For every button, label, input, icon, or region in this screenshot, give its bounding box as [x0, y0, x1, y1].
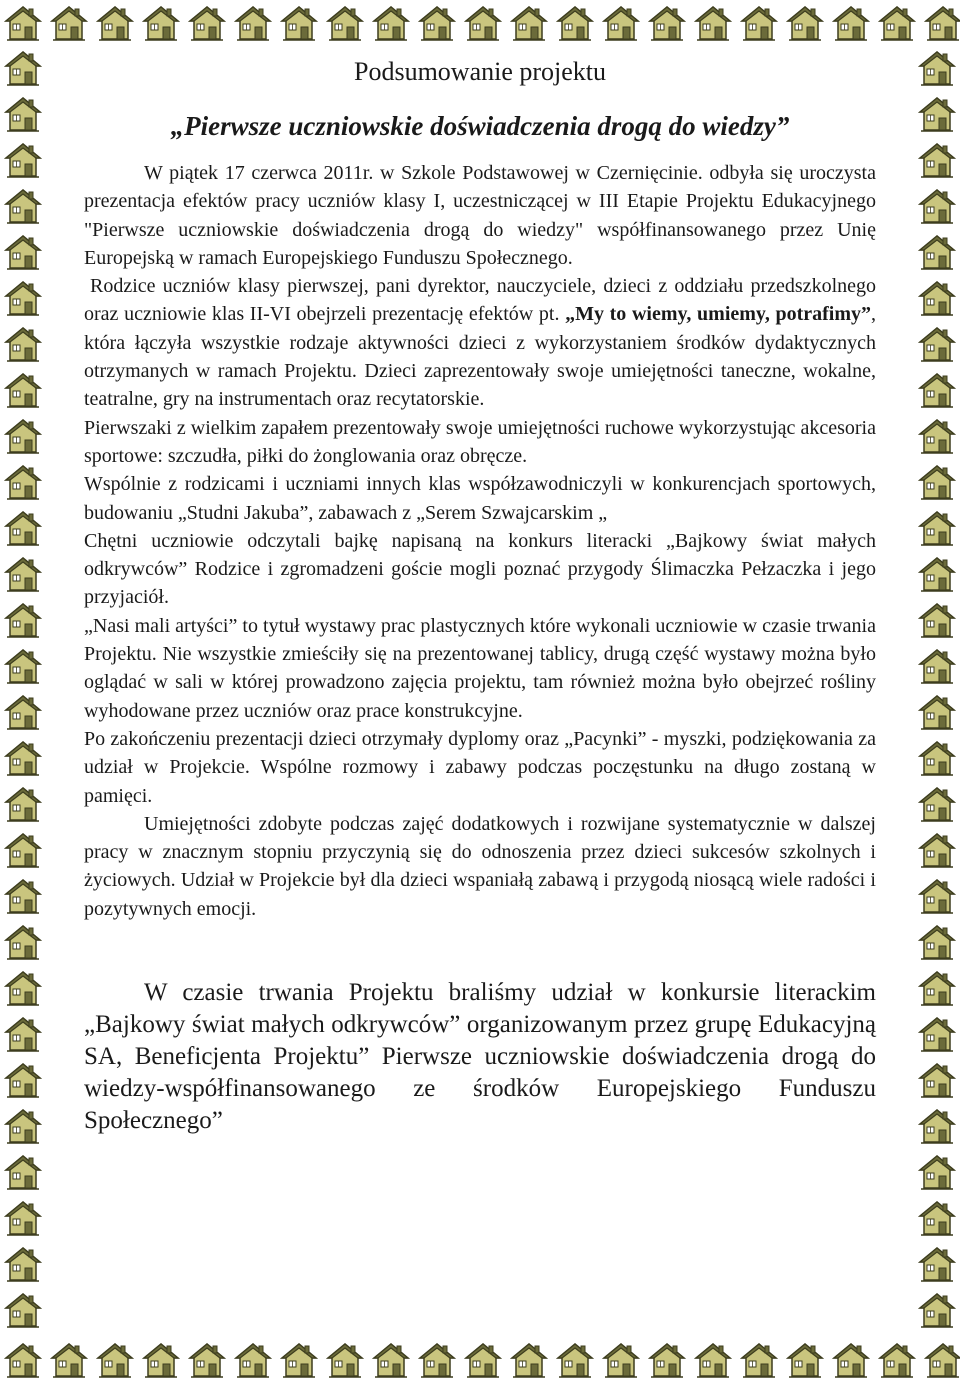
- house-icon: [917, 692, 957, 732]
- border-left: [0, 46, 46, 1337]
- house-icon: [917, 416, 957, 456]
- document-page: [84, 50, 876, 1330]
- house-icon: [3, 1152, 43, 1192]
- house-icon: [3, 48, 43, 88]
- house-icon: [3, 324, 43, 364]
- house-icon: [917, 508, 957, 548]
- house-icon: [463, 1340, 503, 1380]
- house-icon: [917, 1244, 957, 1284]
- house-icon: [3, 876, 43, 916]
- document-body: [84, 159, 876, 923]
- paragraph-intro: W piątek 17 czerwca 2011r. w Szkole Podstawowej w Czernięcinie. odbyła się uroczysta prezentacja efektów pracy uczniów klasy I, uczestniczącej w III Etapie Projektu Edukacyjnego "Pierwsze uczniowskie doświadczenia drogą do wiedzy" współfinansowanego przez Unię Europejską w ramach Europejskiego Funduszu Społecznego.: [84, 162, 876, 269]
- house-icon: [877, 1340, 917, 1380]
- house-icon: [917, 1106, 957, 1146]
- house-icon: [917, 600, 957, 640]
- house-icon: [3, 968, 43, 1008]
- house-icon: [3, 600, 43, 640]
- house-icon: [917, 646, 957, 686]
- house-icon: [917, 1014, 957, 1054]
- house-icon: [3, 416, 43, 456]
- paragraph-presentation-end: , która łączyła wszystkie rodzaje aktywności dzieci z wykorzystaniem środków dydaktycznych otrzymanych w ramach Projektu. Dzieci zaprezentowały swoje umiejętności taneczne, wokalne, teatralne, gry na instrumentach oraz recytatorskie.: [84, 303, 877, 411]
- house-icon: [831, 3, 871, 43]
- page-title: Podsumowanie projektu: [353, 57, 607, 86]
- house-icon: [917, 324, 957, 364]
- house-icon: [917, 232, 957, 272]
- house-icon: [3, 232, 43, 272]
- house-icon: [917, 48, 957, 88]
- house-icon: [917, 1198, 957, 1238]
- border-bottom: [0, 1337, 960, 1383]
- house-icon: [3, 278, 43, 318]
- house-icon: [923, 1340, 960, 1380]
- paragraph-skills: Umiejętności zdobyte podczas zajęć dodatkowych i rozwijane systematycznie w dalszej pracy w znacznym stopniu przyczynią się do odnoszenia przez dzieci sukcesów szkolnych i życiowych. Udział w Projekcie był dla dzieci wspaniałą zabawą i przygodą niosącą wiele radości i pozytywnych emocji.: [84, 812, 876, 920]
- house-icon: [371, 3, 411, 43]
- house-icon: [49, 3, 89, 43]
- house-icon: [917, 370, 957, 410]
- page-subtitle: „Pierwsze uczniowskie doświadczenia drogą do wiedzy”: [170, 111, 790, 141]
- house-icon: [3, 1060, 43, 1100]
- house-icon: [3, 1290, 43, 1330]
- house-icon: [917, 278, 957, 318]
- house-icon: [739, 3, 779, 43]
- paragraph-diplomas: Po zakończeniu prezentacji dzieci otrzymały dyplomy oraz „Pacynki” - myszki, podziękowania za udział w Projekcie. Wspólne rozmowy i zabawy podczas poczęstunku na długo zostaną w pamięci.: [84, 727, 876, 807]
- border-right: [914, 46, 960, 1337]
- house-icon: [509, 3, 549, 43]
- house-icon: [3, 94, 43, 134]
- house-icon: [417, 1340, 457, 1380]
- house-icon: [601, 1340, 641, 1380]
- house-icon: [3, 1198, 43, 1238]
- house-icon: [3, 186, 43, 226]
- house-icon: [3, 370, 43, 410]
- house-icon: [3, 508, 43, 548]
- paragraph-presentation-start: Rodzice uczniów klasy pierwszej, pani dyrektor, nauczyciele, dzieci z oddziału przedszkolnego oraz uczniowie klas II-VI obejrzeli prezentację efektów pt.: [84, 275, 876, 326]
- house-icon: [279, 3, 319, 43]
- house-icon: [917, 1152, 957, 1192]
- house-icon: [3, 692, 43, 732]
- house-icon: [917, 968, 957, 1008]
- house-icon: [3, 1014, 43, 1054]
- paragraph-fairytale: Chętni uczniowie odczytali bajkę napisaną na konkurs literacki „Bajkowy świat małych odkrywców” Rodzice i zgromadzeni goście mogli poznać przygody Ślimaczka Pełzaczka i jego przyjaciół.: [84, 529, 876, 609]
- house-icon: [693, 1340, 733, 1380]
- house-icon: [95, 1340, 135, 1380]
- house-icon: [785, 3, 825, 43]
- house-icon: [187, 3, 227, 43]
- house-icon: [95, 3, 135, 43]
- paragraph-exhibition: „Nasi mali artyści” to tytuł wystawy prac plastycznych które wykonali uczniowie w czasie trwania Projektu. Nie wszystkie zmieściły się na prezentowanej tablicy, drugą część wystawy można było oglądać w sali w której prowadzono zajęcia projektu, tam również można było obejrzeć rośliny wyhodowane przez uczniów oraz prace konstrukcyjne.: [84, 614, 876, 722]
- house-icon: [647, 1340, 687, 1380]
- house-icon: [279, 1340, 319, 1380]
- house-icon: [3, 1340, 43, 1380]
- house-icon: [187, 1340, 227, 1380]
- house-icon: [917, 922, 957, 962]
- house-icon: [555, 1340, 595, 1380]
- house-icon: [917, 784, 957, 824]
- house-icon: [917, 94, 957, 134]
- house-icon: [917, 830, 957, 870]
- house-icon: [555, 3, 595, 43]
- house-icon: [141, 1340, 181, 1380]
- house-icon: [3, 1244, 43, 1284]
- house-icon: [3, 830, 43, 870]
- paragraph-first-graders: Pierwszaki z wielkim zapałem prezentowały swoje umiejętności ruchowe wykorzystując akcesoria sportowe: szczudła, piłki do żonglowania oraz obręcze.: [84, 416, 876, 467]
- house-icon: [647, 3, 687, 43]
- house-icon: [463, 3, 503, 43]
- house-icon: [739, 1340, 779, 1380]
- house-icon: [917, 554, 957, 594]
- house-icon: [877, 3, 917, 43]
- house-icon: [917, 1290, 957, 1330]
- house-icon: [3, 1106, 43, 1146]
- house-icon: [3, 554, 43, 594]
- house-icon: [923, 3, 960, 43]
- house-icon: [371, 1340, 411, 1380]
- house-icon: [693, 3, 733, 43]
- house-icon: [3, 140, 43, 180]
- house-icon: [509, 1340, 549, 1380]
- house-icon: [49, 1340, 89, 1380]
- house-icon: [3, 646, 43, 686]
- house-icon: [3, 784, 43, 824]
- house-icon: [601, 3, 641, 43]
- house-icon: [325, 1340, 365, 1380]
- paragraph-competitions: Wspólnie z rodzicami i uczniami innych klas współzawodniczyli w konkurencjach sportowych, budowaniu „Studni Jakuba”, zabawach z „Serem Szwajcarskim „: [84, 473, 876, 524]
- paragraph-presentation: [84, 272, 876, 413]
- house-icon: [141, 3, 181, 43]
- closing-paragraph: W czasie trwania Projektu braliśmy udział w konkursie literackim „Bajkowy świat małych odkrywców” organizowanym przez grupę Edukacyjną SA, Beneficjenta Projektu” Pierwsze uczniowskie doświadczenia drogą do wiedzy-współfinansowanego ze środków Europejskiego Funduszu Społecznego”: [84, 979, 876, 1135]
- house-icon: [785, 1340, 825, 1380]
- house-icon: [917, 738, 957, 778]
- house-icon: [917, 140, 957, 180]
- house-icon: [917, 186, 957, 226]
- house-icon: [831, 1340, 871, 1380]
- house-icon: [325, 3, 365, 43]
- border-top: [0, 0, 960, 46]
- house-icon: [3, 3, 43, 43]
- presentation-title: „My to wiemy, umiemy, potrafimy”: [565, 303, 872, 326]
- house-icon: [917, 876, 957, 916]
- house-icon: [233, 3, 273, 43]
- house-icon: [917, 462, 957, 502]
- closing-note: [84, 977, 876, 1137]
- house-icon: [417, 3, 457, 43]
- house-icon: [233, 1340, 273, 1380]
- house-icon: [917, 1060, 957, 1100]
- house-icon: [3, 738, 43, 778]
- house-icon: [3, 922, 43, 962]
- house-icon: [3, 462, 43, 502]
